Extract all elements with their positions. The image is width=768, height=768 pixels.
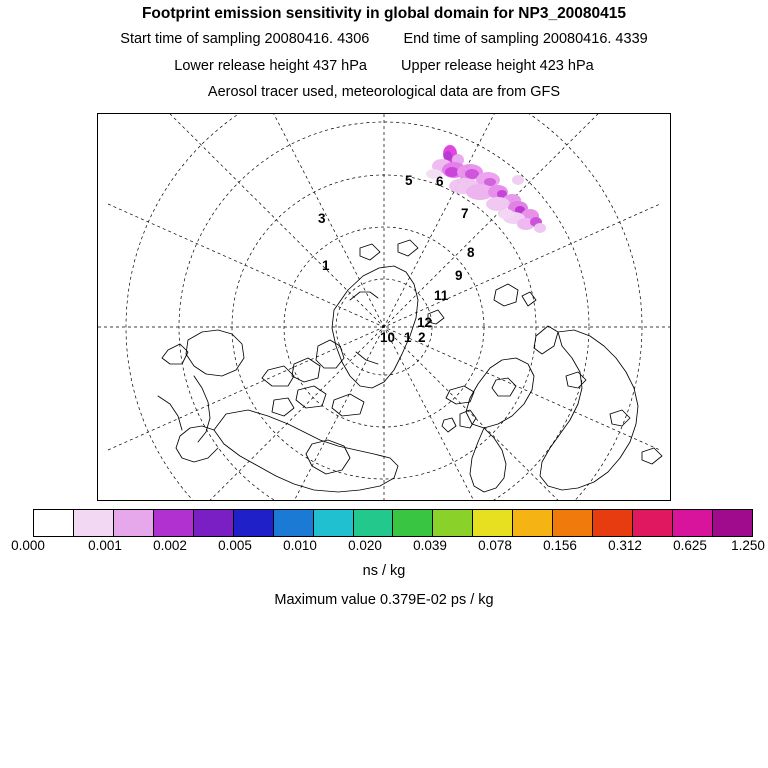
colorbar-tick: 0.001: [88, 538, 122, 553]
colorbar-swatch: [713, 510, 752, 536]
map-label: 2: [418, 330, 426, 345]
colorbar-swatch: [314, 510, 354, 536]
tracer-info-label: Aerosol tracer used, meteorological data are from GFS: [207, 84, 561, 100]
start-time-label: Start time of sampling 20080416. 4306: [120, 31, 370, 47]
map-label: 7: [461, 206, 469, 221]
colorbar-swatch: [553, 510, 593, 536]
colorbar-swatch: [673, 510, 713, 536]
colorbar-tick: 0.010: [283, 538, 317, 553]
map-label: 6: [436, 174, 444, 189]
colorbar-tick-labels: [0, 538, 768, 556]
colorbar-tick: 0.156: [543, 538, 577, 553]
map-label: 9: [455, 268, 463, 283]
sampling-times-line: [0, 31, 768, 47]
page-title: Footprint emission sensitivity in global domain for NP3_20080415: [141, 5, 627, 22]
colorbar-swatch: [393, 510, 433, 536]
map-svg: [98, 114, 670, 500]
colorbar-tick: 0.005: [218, 538, 252, 553]
colorbar-tick: 0.625: [673, 538, 707, 553]
colorbar-swatch: [274, 510, 314, 536]
colorbar: [33, 509, 753, 537]
colorbar-swatch: [473, 510, 513, 536]
colorbar-swatch: [154, 510, 194, 536]
map-label: 8: [467, 245, 475, 260]
colorbar-swatch: [593, 510, 633, 536]
colorbar-swatch: [194, 510, 234, 536]
map-label: 10: [380, 330, 396, 345]
colorbar-tick: 0.000: [11, 538, 45, 553]
colorbar-swatch: [74, 510, 114, 536]
lower-release-label: Lower release height 437 hPa: [174, 58, 367, 74]
upper-release-label: Upper release height 423 hPa: [401, 58, 594, 74]
map-label: 1: [322, 258, 330, 273]
map-label: 11: [434, 288, 449, 303]
colorbar-tick: 0.039: [413, 538, 447, 553]
map-label: 1: [404, 330, 412, 345]
colorbar-swatch: [513, 510, 553, 536]
release-heights-line: [0, 58, 768, 74]
colorbar-swatch: [633, 510, 673, 536]
colorbar-tick: 0.002: [153, 538, 187, 553]
colorbar-swatch: [433, 510, 473, 536]
colorbar-units-label: ns / kg: [362, 563, 406, 579]
colorbar-tick: 0.078: [478, 538, 512, 553]
colorbar-tick: 0.020: [348, 538, 382, 553]
map-label: 3: [318, 211, 326, 226]
maximum-value-label: Maximum value 0.379E-02 ps / kg: [274, 592, 494, 608]
end-time-label: End time of sampling 20080416. 4339: [403, 31, 648, 47]
colorbar-swatch: [114, 510, 154, 536]
colorbar-swatch: [354, 510, 394, 536]
map-label: 12: [417, 315, 433, 330]
colorbar-swatch: [34, 510, 74, 536]
colorbar-tick: 0.312: [608, 538, 642, 553]
colorbar-tick: 1.250: [731, 538, 765, 553]
colorbar-swatch: [234, 510, 274, 536]
map-panel: [97, 113, 671, 501]
map-label: 5: [405, 173, 413, 188]
